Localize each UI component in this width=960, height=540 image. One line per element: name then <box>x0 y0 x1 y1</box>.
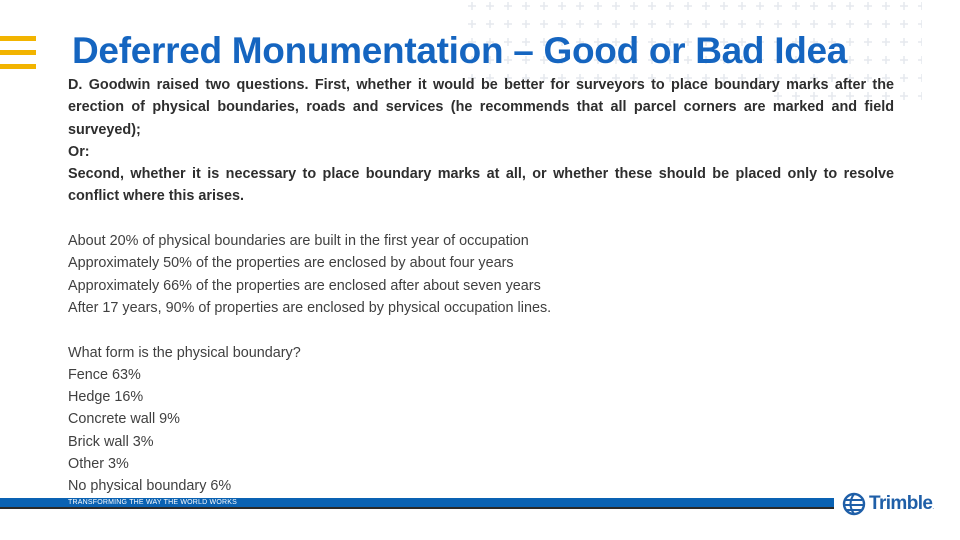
stat-line: Approximately 66% of the properties are enclosed after about seven years <box>68 277 541 294</box>
intro-question-2: Second, whether it is necessary to place boundary marks at all, or whether these should be placed only to resolve conflict where this arises. <box>68 166 894 205</box>
form-item: Hedge 16% <box>68 389 144 406</box>
footer-underline <box>0 507 834 509</box>
form-item: Concrete wall 9% <box>68 411 180 428</box>
trimble-globe-icon <box>842 491 868 517</box>
intro-or: Or: <box>68 143 90 160</box>
stat-line: Approximately 50% of the properties are enclosed by about four years <box>68 255 514 272</box>
form-question: What form is the physical boundary? <box>68 344 301 361</box>
slide-title: Deferred Monumentation – Good or Bad Idea <box>72 30 848 71</box>
form-item: Other 3% <box>68 456 129 473</box>
footer-tagline: TRANSFORMING THE WAY THE WORLD WORKS <box>68 499 237 506</box>
form-item: Fence 63% <box>68 366 141 383</box>
stat-line: After 17 years, 90% of properties are enclosed by physical occupation lines. <box>68 299 552 316</box>
intro-question-1: D. Goodwin raised two questions. First, whether it would be better for surveyors to place boundary marks after the erection of physical boundaries, roads and services (he recommends that all parcel corners are marked and field surveyed); <box>68 77 894 138</box>
trimble-logo <box>842 489 934 519</box>
form-item: No physical boundary 6% <box>68 478 232 495</box>
logo-text: Trimble <box>869 493 933 514</box>
logo-mark: . <box>932 505 935 511</box>
stat-line: About 20% of physical boundaries are built in the first year of occupation <box>68 233 529 250</box>
form-item: Brick wall 3% <box>68 433 154 450</box>
slide-body <box>68 74 894 498</box>
menu-lines-icon <box>0 36 36 70</box>
